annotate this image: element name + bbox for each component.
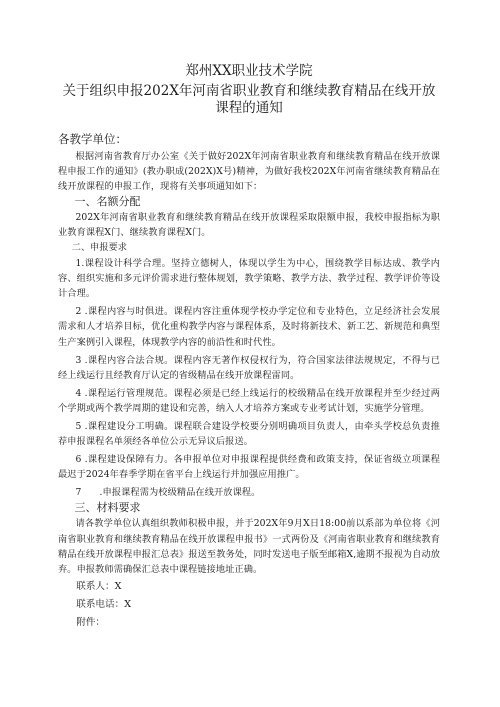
- requirement-item-7: 7 .申报课程需为校级精品在线开放课程。: [75, 487, 261, 499]
- quota-paragraph: 202X年河南省职业教育和继续教育精品在线开放课程采取限额申报，我校申报指标为职业教育课程X门、继续教育课程X门。: [58, 212, 440, 239]
- requirement-item-1: 1.课程设计科学合理。坚持立德树人，体现以学生为中心，围绕教学目标达成、教学内容、组织实施和多元评价需求进行整体规划，教学策略、教学方法、教学过程、教学评价等设计合理。: [58, 258, 440, 300]
- materials-paragraph: 请各教学单位认真组织教师积极申报，并于202X年9月X日18:00前以系部为单位将《河南省职业教育和继续教育精品在线开放课程申报书》一式两份及《河南省职业教育和继续教育精品在线开放课程申报汇总表》报送至教务处，同时发送电子版至邮箱X,逾期不报视为自动放弃。申报教师需确保汇总表中课程链接地址正确。: [58, 518, 440, 575]
- contact-person: 联系人：X: [76, 580, 122, 592]
- section-heading-materials: 三、材料要求: [74, 501, 141, 515]
- section-heading-quota: 一、名额分配: [74, 195, 141, 209]
- requirement-item-6: 6 .课程建设保障有力。各申报单位对申报课程提供经费和政策支持，保证省级立项课程最迟于2024年春季学期在省平台上线运行并加强应用推广。: [58, 454, 440, 481]
- contact-phone: 联系电话：X: [76, 598, 132, 610]
- school-name: 郑州XX职业技术学院: [185, 63, 313, 79]
- requirement-item-4: 4 .课程运行管理规范。课程必须是已经上线运行的校级精品在线开放课程并至少经过两个学期或两个教学周期的建设和完善，纳入人才培养方案或专业考试计划，实施学分管理。: [58, 387, 440, 414]
- requirement-item-3: 3 .课程内容合法合规。课程内容无著作权侵权行为，符合国家法律法规规定，不得与已经上线运行且经教育厅认定的省级精品在线开放课程雷同。: [58, 354, 440, 381]
- requirement-item-5: 5 .课程建设分工明确。课程联合建设学校要分别明确项目负责人，由牵头学校总负责推荐申报课程名单须经各单位公示无异议后报送。: [58, 421, 440, 448]
- section-heading-requirements: 二、申报要求: [71, 242, 127, 254]
- requirement-item-2: 2 .课程内容与时俱进。课程内容注重体现学校办学定位和专业特色，立足经济社会发展需求和人才培养目标，优化重构教学内容与课程体系，及时将新技术、新工艺、新规范和典型生产案例引入课程，体现教学内容的前沿性和时代性。: [58, 306, 440, 348]
- intro-paragraph: 根据河南省教育厅办公室《关于做好202X年河南省职业教育和继续教育精品在线开放课程申报工作的通知》(教办职成(202X)X号)精神，为做好我校202X年河南省继续教育精品在线开放课程的申报工作，现将有关事项通知如下：: [58, 151, 440, 193]
- attachment-label: 附件：: [76, 616, 106, 628]
- salutation: 各教学单位：: [58, 132, 127, 146]
- notice-title: 关于组织申报202X年河南省职业教育和继续教育精品在线开放课程的通知: [62, 83, 436, 116]
